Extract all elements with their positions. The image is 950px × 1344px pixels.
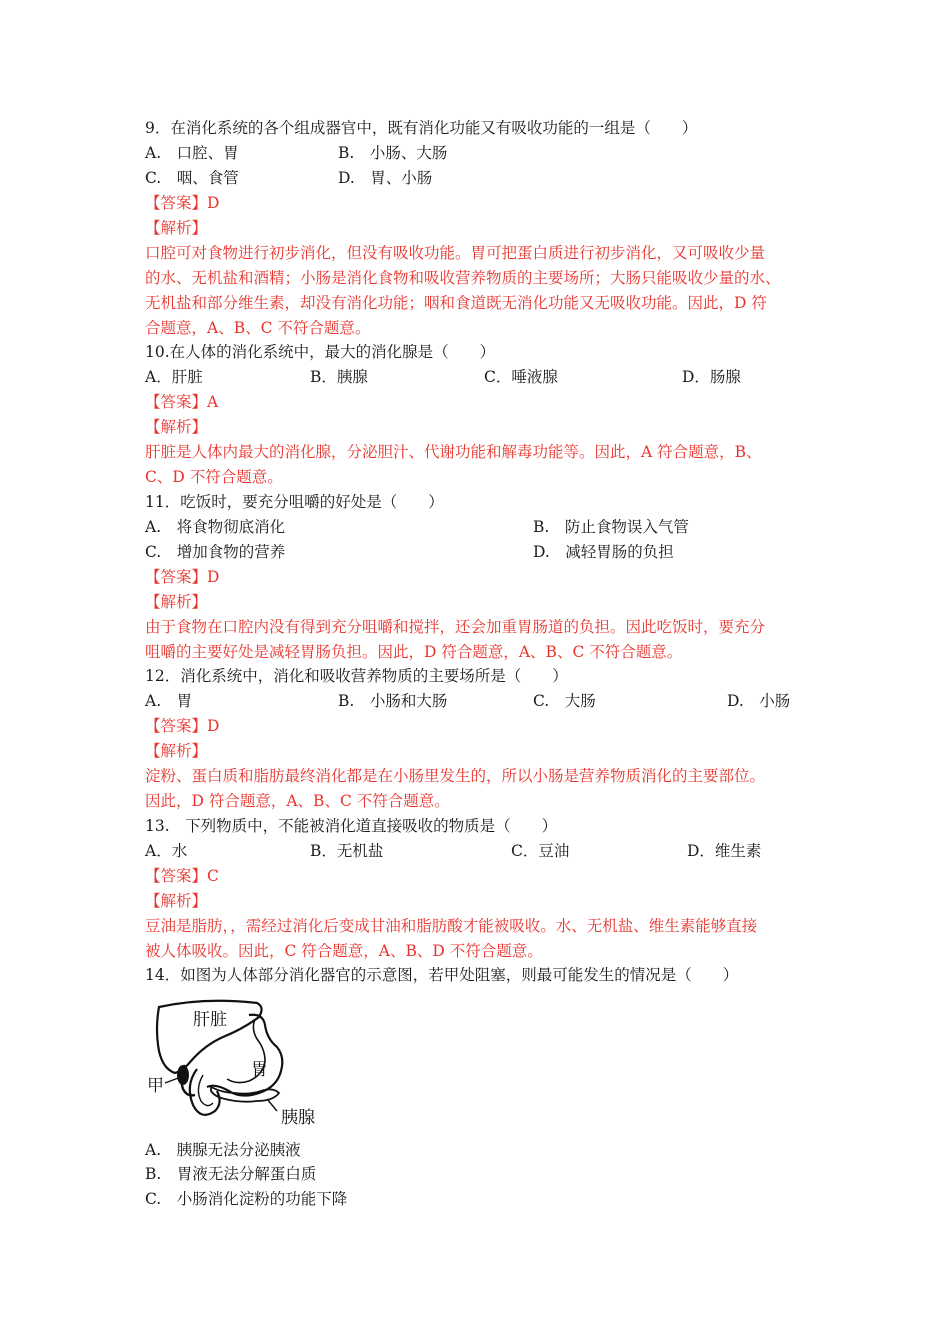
- q12-option-a: A. 胃: [145, 692, 193, 710]
- q13-option-b: B．无机盐: [310, 842, 384, 860]
- q13-answer: 【答案】C: [145, 867, 219, 885]
- gallbladder-shape: [177, 1065, 189, 1085]
- q11-option-b: B. 防止食物误入气管: [533, 518, 689, 536]
- q9-stem: 9．在消化系统的各个组成器官中，既有消化功能又有吸收功能的一组是（ ）: [145, 119, 698, 137]
- diagram-label-pancreas: 胰腺: [281, 1108, 315, 1128]
- digestive-organs-svg: [145, 995, 325, 1130]
- q9-analysis-label: 【解析】: [145, 219, 208, 237]
- diagram-label-stomach: 胃: [251, 1060, 268, 1080]
- q9-option-a: A. 口腔、胃: [145, 144, 239, 162]
- q13-analysis-line: 豆油是脂肪，，需经过消化后变成甘油和脂肪酸才能被吸收。水、无机盐、维生素能够直接: [145, 917, 758, 935]
- pancreas-shape: [211, 1087, 279, 1102]
- q9-analysis-line: 无机盐和部分维生素，却没有消化功能；咽和食道既无消化功能又无吸收功能。因此，D 符: [145, 294, 767, 312]
- q12-answer: 【答案】D: [145, 717, 220, 735]
- q14-option-b: B. 胃液无法分解蛋白质: [145, 1165, 317, 1183]
- q10-stem: 10.在人体的消化系统中，最大的消化腺是（ ）: [145, 343, 496, 361]
- q9-analysis-line: 口腔可对食物进行初步消化，但没有吸收功能。胃可把蛋白质进行初步消化，又可吸收少量: [145, 244, 766, 262]
- q9-option-c: C. 咽、食管: [145, 169, 239, 187]
- q14-stem: 14．如图为人体部分消化器官的示意图，若甲处阻塞，则最可能发生的情况是（ ）: [145, 966, 739, 984]
- q11-option-a: A. 将食物彻底消化: [145, 518, 286, 536]
- q11-analysis-line: 由于食物在口腔内没有得到充分咀嚼和搅拌，还会加重胃肠道的负担。因此吃饭时，要充分: [145, 618, 766, 636]
- q9-analysis-line: 的水、无机盐和酒精；小肠是消化食物和吸收营养物质的主要场所；大肠只能吸收少量的水、: [145, 269, 781, 287]
- q10-analysis-line: 肝脏是人体内最大的消化腺，分泌胆汁、代谢功能和解毒功能等。因此，A 符合题意，B、: [145, 443, 762, 461]
- q11-analysis-label: 【解析】: [145, 593, 208, 611]
- diagram-label-liver: 肝脏: [193, 1010, 227, 1030]
- q10-option-c: C．唾液腺: [484, 368, 558, 386]
- q10-option-b: B．胰腺: [310, 368, 368, 386]
- q11-analysis-line: 咀嚼的主要好处是减轻胃肠负担。因此，D 符合题意，A、B、C 不符合题意。: [145, 643, 683, 661]
- q13-stem: 13. 下列物质中，不能被消化道直接吸收的物质是（ ）: [145, 817, 558, 835]
- diagram-label-jia: 甲: [147, 1076, 164, 1096]
- q12-option-b: B. 小肠和大肠: [338, 692, 448, 710]
- digestive-organs-diagram: [145, 995, 325, 1130]
- q9-answer: 【答案】D: [145, 194, 220, 212]
- q13-option-d: D．维生素: [687, 842, 762, 860]
- q10-answer: 【答案】A: [145, 393, 219, 411]
- q11-option-d: D. 减轻胃肠的负担: [533, 543, 674, 561]
- q12-analysis-line: 淀粉、蛋白质和脂肪最终消化都是在小肠里发生的，所以小肠是营养物质消化的主要部位。: [145, 767, 766, 785]
- q9-option-d: D. 胃、小肠: [338, 169, 433, 187]
- q10-analysis-label: 【解析】: [145, 418, 208, 436]
- q12-option-d: D. 小肠: [727, 692, 791, 710]
- q10-analysis-line: C、D 不符合题意。: [145, 468, 283, 486]
- q13-analysis-label: 【解析】: [145, 892, 208, 910]
- q13-option-a: A．水: [145, 842, 188, 860]
- q10-option-a: A．肝脏: [145, 368, 203, 386]
- q11-stem: 11．吃饭时，要充分咀嚼的好处是（ ）: [145, 493, 444, 511]
- q13-option-c: C．豆油: [511, 842, 570, 860]
- q10-option-d: D．肠腺: [682, 368, 741, 386]
- q14-option-a: A. 胰腺无法分泌胰液: [145, 1141, 301, 1159]
- q12-option-c: C. 大肠: [533, 692, 596, 710]
- q11-option-c: C. 增加食物的营养: [145, 543, 286, 561]
- q9-option-b: B. 小肠、大肠: [338, 144, 448, 162]
- q12-analysis-line: 因此，D 符合题意，A、B、C 不符合题意。: [145, 792, 450, 810]
- q12-analysis-label: 【解析】: [145, 742, 208, 760]
- pancreas-pointer-line: [267, 1099, 277, 1111]
- duodenum-shape: [190, 1069, 220, 1115]
- q11-answer: 【答案】D: [145, 568, 220, 586]
- q14-option-c: C. 小肠消化淀粉的功能下降: [145, 1190, 348, 1208]
- q9-analysis-line: 合题意，A、B、C 不符合题意。: [145, 319, 371, 337]
- q13-analysis-line: 被人体吸收。因此，C 符合题意，A、B、D 不符合题意。: [145, 942, 543, 960]
- q12-stem: 12．消化系统中，消化和吸收营养物质的主要场所是（ ）: [145, 667, 568, 685]
